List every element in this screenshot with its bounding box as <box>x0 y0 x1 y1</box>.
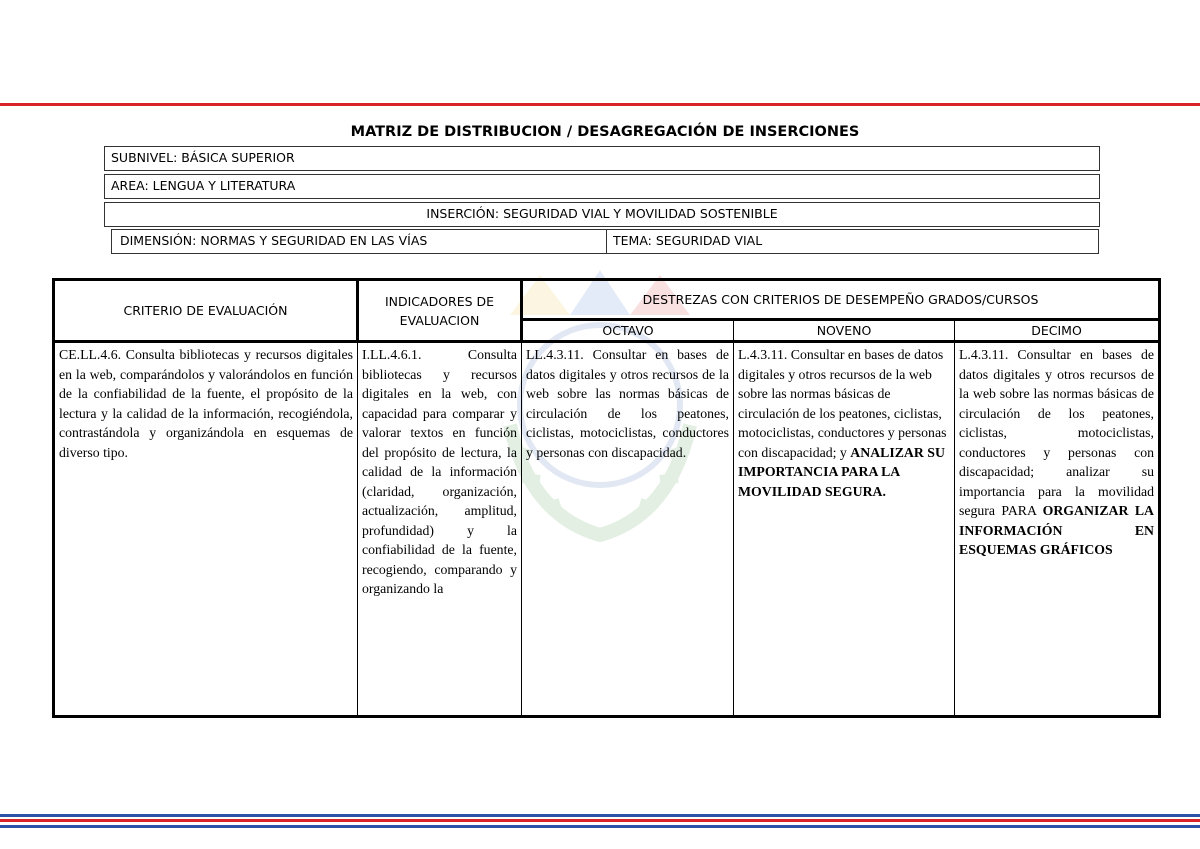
dimension-box <box>111 229 607 254</box>
noveno-bold-text: ANALIZAR SU IMPORTANCIA PARA LA MOVILIDAD SEGURA. <box>738 444 945 499</box>
decimo-text: L.4.3.11. Consultar en bases de datos digitales y otros recursos de la web sobre las normas básicas de circulación de los peatones, ciclistas, motociclistas, conductores y personas con discapacidad; analizar su importancia para la movilidad segura PARA <box>959 347 1155 518</box>
indicadores-cell: I.LL.4.6.1. Consulta bibliotecas y recursos digitales en la web, con capacidad para comparar y valorar textos en función del propósito de lectura, la calidad de la información (claridad, organización, actualización, amplitud, profundidad) y la confiabilidad de la fuente, recogiendo, comparando y organizando la <box>358 342 522 717</box>
dimension-label: DIMENSIÓN: NORMAS Y SEGURIDAD EN LAS VÍAS <box>120 233 428 248</box>
criterio-cell: CE.LL.4.6. Consulta bibliotecas y recursos digitales en la web, comparándolos y valorándolos en función de la confiabilidad de la fuente, el propósito de la lectura y la calidad de la información, recogiéndola, contrastándola y organizándola en esquemas de diverso tipo. <box>54 342 358 717</box>
bottom-red-rule <box>0 819 1200 822</box>
distribution-matrix-table <box>52 278 1161 718</box>
header-indicadores: INDICADORES DE EVALUACION <box>358 280 522 342</box>
area-label: AREA: LENGUA Y LITERATURA <box>111 178 296 193</box>
insercion-label: INSERCIÓN: SEGURIDAD VIAL Y MOVILIDAD SOSTENIBLE <box>426 206 778 221</box>
subnivel-label: SUBNIVEL: BÁSICA SUPERIOR <box>111 150 295 165</box>
bottom-blue-rule-1 <box>0 814 1200 817</box>
tema-label: TEMA: SEGURIDAD VIAL <box>613 233 763 248</box>
header-destrezas: DESTREZAS CON CRITERIOS DE DESEMPEÑO GRADOS/CURSOS <box>522 280 1160 320</box>
header-criterio: CRITERIO DE EVALUACIÓN <box>54 280 358 342</box>
bottom-blue-rule-2 <box>0 825 1200 828</box>
insercion-box <box>104 202 1100 227</box>
header-noveno: NOVENO <box>734 320 955 342</box>
subnivel-box <box>104 146 1100 171</box>
header-decimo: DECIMO <box>955 320 1160 342</box>
decimo-cell <box>955 342 1160 717</box>
decimo-bold-text: ORGANIZAR LA INFORMACIÓN EN ESQUEMAS GRÁFICOS <box>959 503 1155 557</box>
area-box <box>104 174 1100 199</box>
tema-box <box>606 229 1099 254</box>
header-octavo: OCTAVO <box>522 320 734 342</box>
noveno-text: L.4.3.11. Consultar en bases de datos digitales y otros recursos de la web sobre las normas básicas de circulación de los peatones, ciclistas, motociclistas, conductores y personas con discapacidad; y <box>738 347 947 460</box>
octavo-cell: LL.4.3.11. Consultar en bases de datos digitales y otros recursos de la web sobre las normas básicas de circulación de los peatones, ciclistas, motociclistas, conductores y personas con discapacidad. <box>522 342 734 717</box>
noveno-cell <box>734 342 955 717</box>
top-red-rule <box>0 103 1200 106</box>
document-title: MATRIZ DE DISTRIBUCION / DESAGREGACIÓN DE INSERCIONES <box>350 124 860 140</box>
